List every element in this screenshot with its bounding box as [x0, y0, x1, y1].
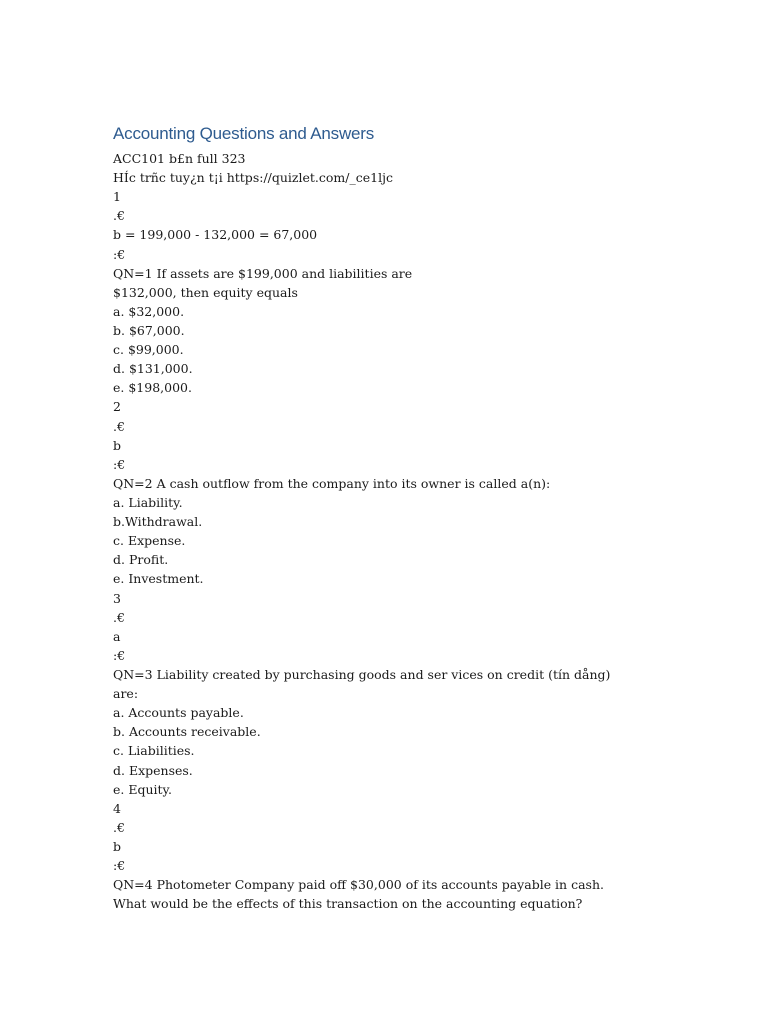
text-line: .€ — [113, 418, 125, 434]
text-line: 3 — [113, 590, 121, 606]
text-line: QN=4 Photometer Company paid off $30,000 of its accounts payable in cash. — [113, 877, 604, 893]
text-line: b.Withdrawal. — [113, 514, 203, 530]
text-line: b — [113, 437, 122, 453]
text-line: ACC101 b£n full 323 — [113, 151, 246, 166]
text-line: e. Equity. — [113, 781, 172, 797]
text-line: QN=3 Liability created by purchasing goods and ser vices on credit (tín dång) — [113, 666, 611, 682]
text-line: a. $32,000. — [113, 303, 185, 319]
text-line: d. Expenses. — [113, 762, 193, 778]
text-line: c. Liabilities. — [113, 743, 195, 759]
text-line: :€ — [113, 647, 126, 663]
text-line: e. $198,000. — [113, 380, 192, 396]
text-line: d. Profit. — [113, 552, 169, 568]
text-line: a. Liability. — [113, 494, 183, 510]
text-line: b = 199,000 - 132,000 = 67,000 — [113, 227, 318, 243]
text-line: b. $67,000. — [113, 322, 185, 338]
text-line: c. $99,000. — [113, 342, 184, 358]
text-line: QN=2 A cash outflow from the company into its owner is called a(n): — [113, 475, 551, 491]
text-line: HÍc trñc tuy¿n t¡i https://quizlet.com/_ce1ljc — [113, 170, 393, 186]
document-title: Accounting Questions and Answers — [113, 124, 375, 143]
text-line: e. Investment. — [113, 571, 204, 587]
text-line: :€ — [113, 858, 126, 874]
text-line: QN=1 If assets are $199,000 and liabilities are — [113, 265, 413, 281]
text-line: $132,000, then equity equals — [113, 284, 298, 300]
text-line: .€ — [113, 819, 125, 835]
text-line: :€ — [113, 456, 126, 472]
text-line: :€ — [113, 246, 126, 262]
text-line: a — [113, 628, 121, 644]
text-line: are: — [113, 686, 139, 702]
text-line: d. $131,000. — [113, 361, 193, 377]
text-line: b. Accounts receivable. — [113, 724, 261, 740]
text-line: c. Expense. — [113, 533, 186, 549]
text-line: .€ — [113, 208, 125, 224]
text-line: What would be the effects of this transaction on the accounting equation? — [113, 896, 583, 912]
document-body — [113, 149, 673, 913]
text-line: .€ — [113, 609, 125, 625]
text-line: 4 — [113, 800, 121, 816]
text-line: 2 — [113, 399, 121, 415]
text-line: 1 — [113, 189, 121, 205]
text-line: a. Accounts payable. — [113, 705, 244, 721]
text-line: b — [113, 838, 122, 854]
